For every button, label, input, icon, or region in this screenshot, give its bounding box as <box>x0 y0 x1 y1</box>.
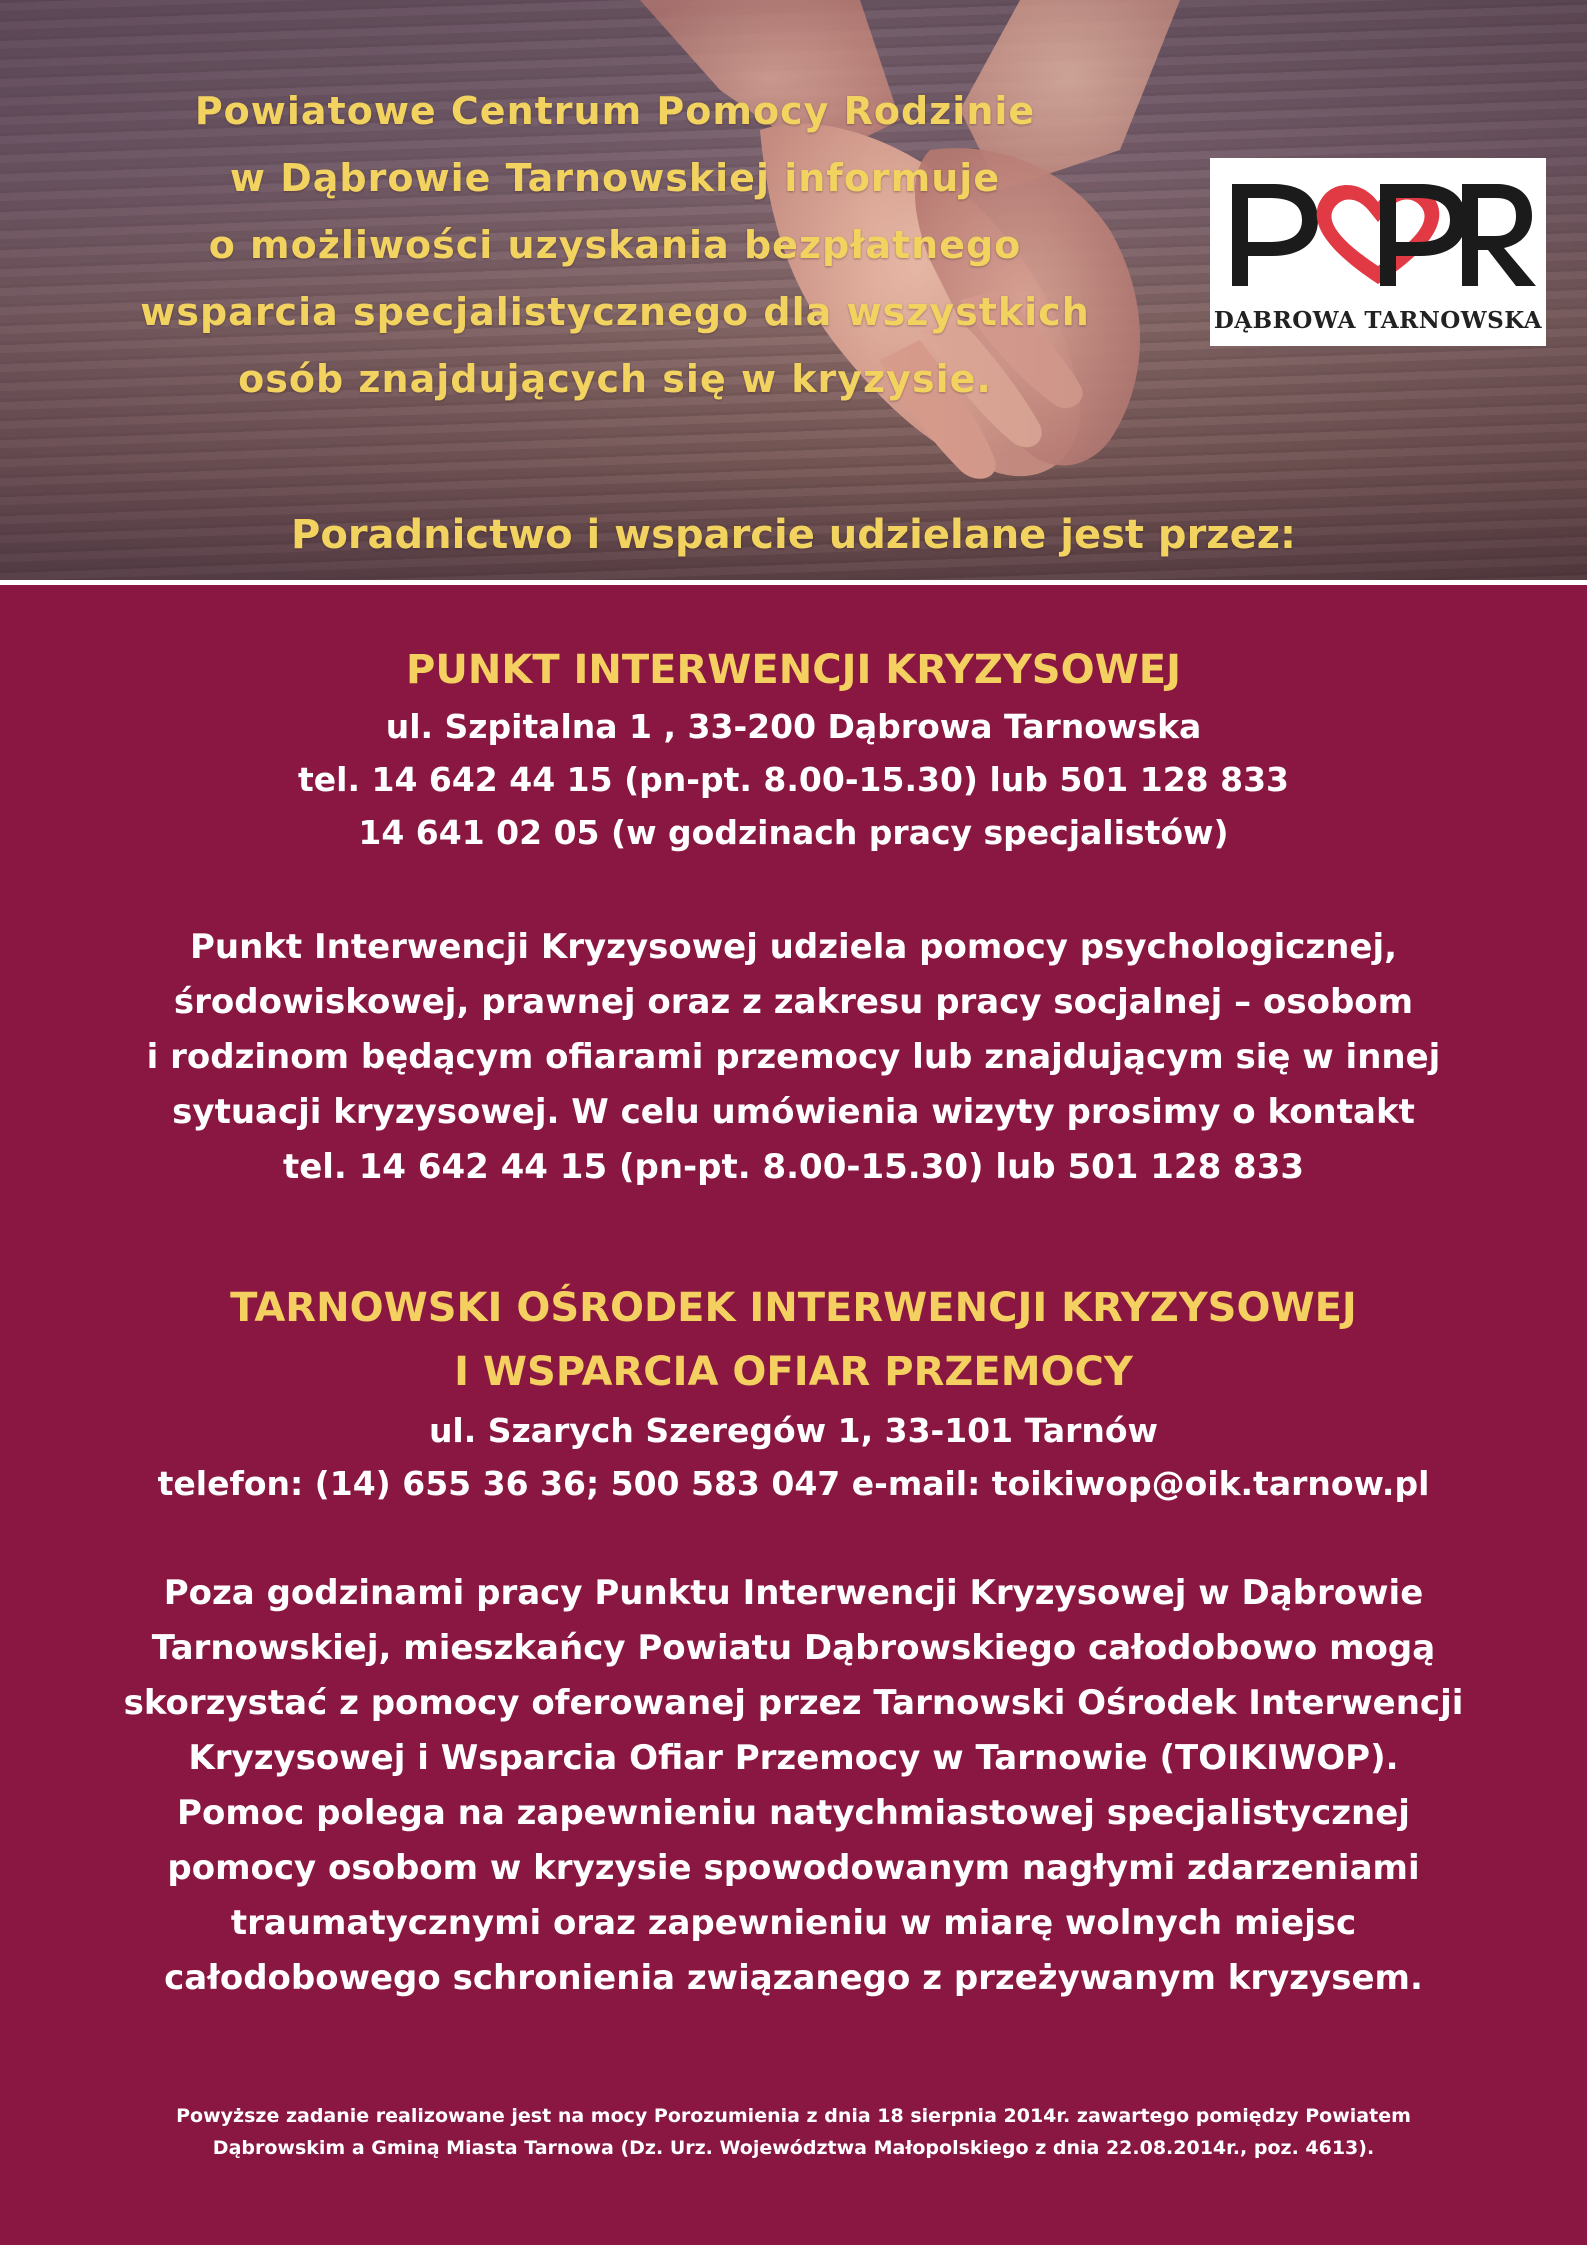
pik-phone: tel. 14 642 44 15 (pn-pt. 8.00-15.30) lub 501 128 833 <box>297 760 1290 799</box>
pik-address: ul. Szpitalna 1 , 33-200 Dąbrowa Tarnowska <box>385 707 1202 746</box>
toik-description-line: Pomoc polega na zapewnieniu natychmiastowej specjalistycznej <box>177 1793 1410 1833</box>
intro-line: osób znajdujących się w kryzysie. <box>238 357 992 401</box>
pik-description-line: i rodzinom będącym ofiarami przemocy lub znajdującym się w innej <box>146 1037 1441 1077</box>
toik-contact-block <box>0 1276 1587 1510</box>
pik-description-line: Punkt Interwencji Kryzysowej udziela pomocy psychologicznej, <box>189 927 1398 967</box>
toik-description <box>0 1566 1587 2006</box>
toik-description-line: Kryzysowej i Wsparcia Ofiar Przemocy w Tarnowie (TOIKIWOP). <box>188 1738 1399 1778</box>
intro-line: Powiatowe Centrum Pomocy Rodzinie <box>194 89 1036 133</box>
pik-description-line: tel. 14 642 44 15 (pn-pt. 8.00-15.30) lub 501 128 833 <box>282 1147 1305 1187</box>
intro-text <box>40 78 1190 413</box>
intro-line: w Dąbrowie Tarnowskiej informuje <box>229 156 1001 200</box>
intro-line: wsparcia specjalistycznego dla wszystkich <box>140 290 1090 334</box>
toik-title-line: I WSPARCIA OFIAR PRZEMOCY <box>454 1349 1133 1395</box>
intro-line: o możliwości uzyskania bezpłatnego <box>208 223 1022 267</box>
toik-title-line: TARNOWSKI OŚRODEK INTERWENCJI KRYZYSOWEJ <box>230 1285 1357 1331</box>
footnote-line: Dąbrowskim a Gminą Miasta Tarnowa (Dz. Urz. Województwa Małopolskiego z dnia 22.08.2014r., poz. 4613). <box>212 2137 1375 2159</box>
pik-description <box>0 920 1587 1195</box>
toik-description-line: skorzystać z pomocy oferowanej przez Tarnowski Ośrodek Interwencji <box>123 1683 1464 1723</box>
pik-title: PUNKT INTERWENCJI KRYZYSOWEJ <box>406 647 1181 693</box>
logo-caption: DĄBROWA TARNOWSKA <box>1213 307 1543 334</box>
toik-description-line: Poza godzinami pracy Punktu Interwencji Kryzysowej w Dąbrowie <box>163 1573 1424 1613</box>
toik-description-line: traumatycznymi oraz zapewnieniu w miarę wolnych miejsc <box>230 1903 1357 1943</box>
pik-description-line: środowiskowej, prawnej oraz z zakresu pracy socjalnej – osobom <box>173 982 1414 1022</box>
toik-address: ul. Szarych Szeregów 1, 33-101 Tarnów <box>428 1411 1159 1450</box>
toik-description-line: całodobowego schronienia związanego z przeżywanym kryzysem. <box>164 1958 1423 1998</box>
pik-contact-block <box>0 640 1587 859</box>
footnote <box>0 2100 1587 2164</box>
pik-description-line: sytuacji kryzysowej. W celu umówienia wizyty prosimy o kontakt <box>172 1092 1415 1132</box>
footnote-line: Powyższe zadanie realizowane jest na mocy Porozumienia z dnia 18 sierpnia 2014r. zawartego pomiędzy Powiatem <box>176 2105 1411 2127</box>
pcpr-logo-letters <box>1210 166 1546 298</box>
toik-description-line: pomocy osobom w kryzysie spowodowanym nagłymi zdarzeniami <box>167 1848 1420 1888</box>
pik-phone-secondary: 14 641 02 05 (w godzinach pracy specjalistów) <box>358 813 1229 852</box>
toik-contact: telefon: (14) 655 36 36; 500 583 047 e-mail: toikiwop@oik.tarnow.pl <box>157 1464 1430 1503</box>
pcpr-logo <box>1210 158 1546 346</box>
header-banner <box>0 0 1587 582</box>
support-heading: Poradnictwo i wsparcie udzielane jest przez: <box>291 512 1296 558</box>
divider <box>0 580 1587 585</box>
toik-description-line: Tarnowskiej, mieszkańcy Powiatu Dąbrowskiego całodobowo mogą <box>151 1628 1436 1668</box>
